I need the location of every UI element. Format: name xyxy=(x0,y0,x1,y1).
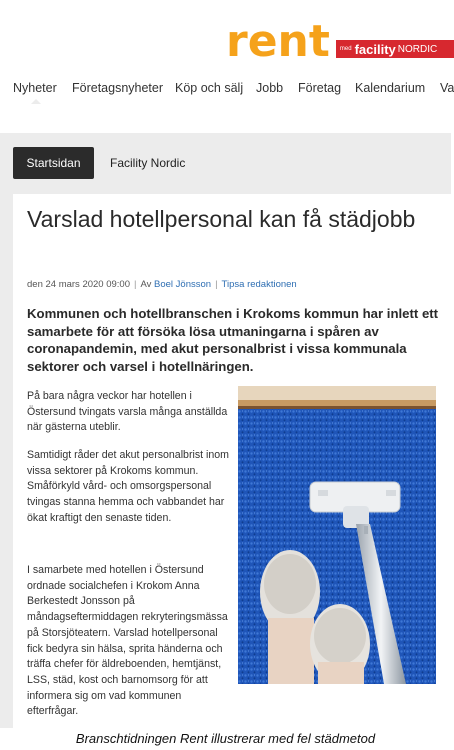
article-paragraph: På bara några veckor har hotellen i Östersund tvingats varsla många anställda när gästerna uteblir. xyxy=(27,390,228,434)
author-prefix: Av xyxy=(140,279,152,290)
nav-item-jobb[interactable]: Jobb xyxy=(256,81,284,95)
article-meta xyxy=(27,279,297,290)
logo-facility-text: facility xyxy=(354,41,396,57)
nav-item-foretag[interactable]: Företag xyxy=(298,81,342,95)
article-lead: Kommunen och hotellbranschen i Krokoms kommun har inlett ett samarbete för att försöka lösa utmaningarna i spåren av coronapandemin, med akut personalbrist i vissa kommunala sektorer och varsel i hotellnäringen. xyxy=(27,306,439,374)
tab-startsidan[interactable]: Startsidan xyxy=(13,147,94,179)
logo-rent-wordmark: rent xyxy=(226,16,330,67)
logo-facility-nordic-bar xyxy=(336,40,454,58)
active-nav-indicator xyxy=(31,99,41,104)
logo-nordic-text: NORDIC xyxy=(397,43,438,55)
image-caption: Branschtidningen Rent illustrerar med fel städmetod xyxy=(0,728,451,750)
site-logo[interactable] xyxy=(226,16,454,67)
nav-item-kop-och-salj[interactable]: Köp och sälj xyxy=(175,81,244,95)
logo-med-text: med xyxy=(339,46,352,52)
nav-item-truncated[interactable]: Va xyxy=(440,81,454,95)
meta-separator: | xyxy=(134,279,137,290)
main-navigation xyxy=(0,72,454,106)
tip-editors-link[interactable]: Tipsa redaktionen xyxy=(221,279,297,290)
nav-item-foretagsnyheter[interactable]: Företagsnyheter xyxy=(72,81,164,95)
article-paragraph: Samtidigt råder det akut personalbrist inom vissa sektorer på Krokoms kommun. Småförkyld vård- och omsorgspersonal tvingas stanna hemma och vabbandet har ökat kraftigt den senaste tiden. xyxy=(27,449,229,524)
site-header xyxy=(0,0,451,133)
meta-separator: | xyxy=(215,279,218,290)
article-photo-vacuum-carpet xyxy=(238,386,436,684)
tab-facility-nordic[interactable]: Facility Nordic xyxy=(110,156,186,170)
author-link[interactable]: Boel Jönsson xyxy=(154,279,212,290)
article-paragraph: I samarbete med hotellen i Östersund ordnade socialchefen i Krokom Anna Berkestedt Jonsson på måndagseftermiddagen rekryteringsmässa på Storsjöteatern. Varslad hotellpersonal fick bedyra sin hälsa, sprita händerna och träffa chefer för äldreboenden, hemtjänst, LSS, städ, kost och barnomsorg för att informera sig om vad kommunen efterfrågar. xyxy=(27,564,228,718)
nav-item-kalendarium[interactable]: Kalendarium xyxy=(355,81,426,95)
article-title: Varslad hotellpersonal kan få städjobb xyxy=(27,206,416,232)
nav-item-nyheter[interactable]: Nyheter xyxy=(13,81,57,95)
article-date: den 24 mars 2020 09:00 xyxy=(27,279,130,290)
